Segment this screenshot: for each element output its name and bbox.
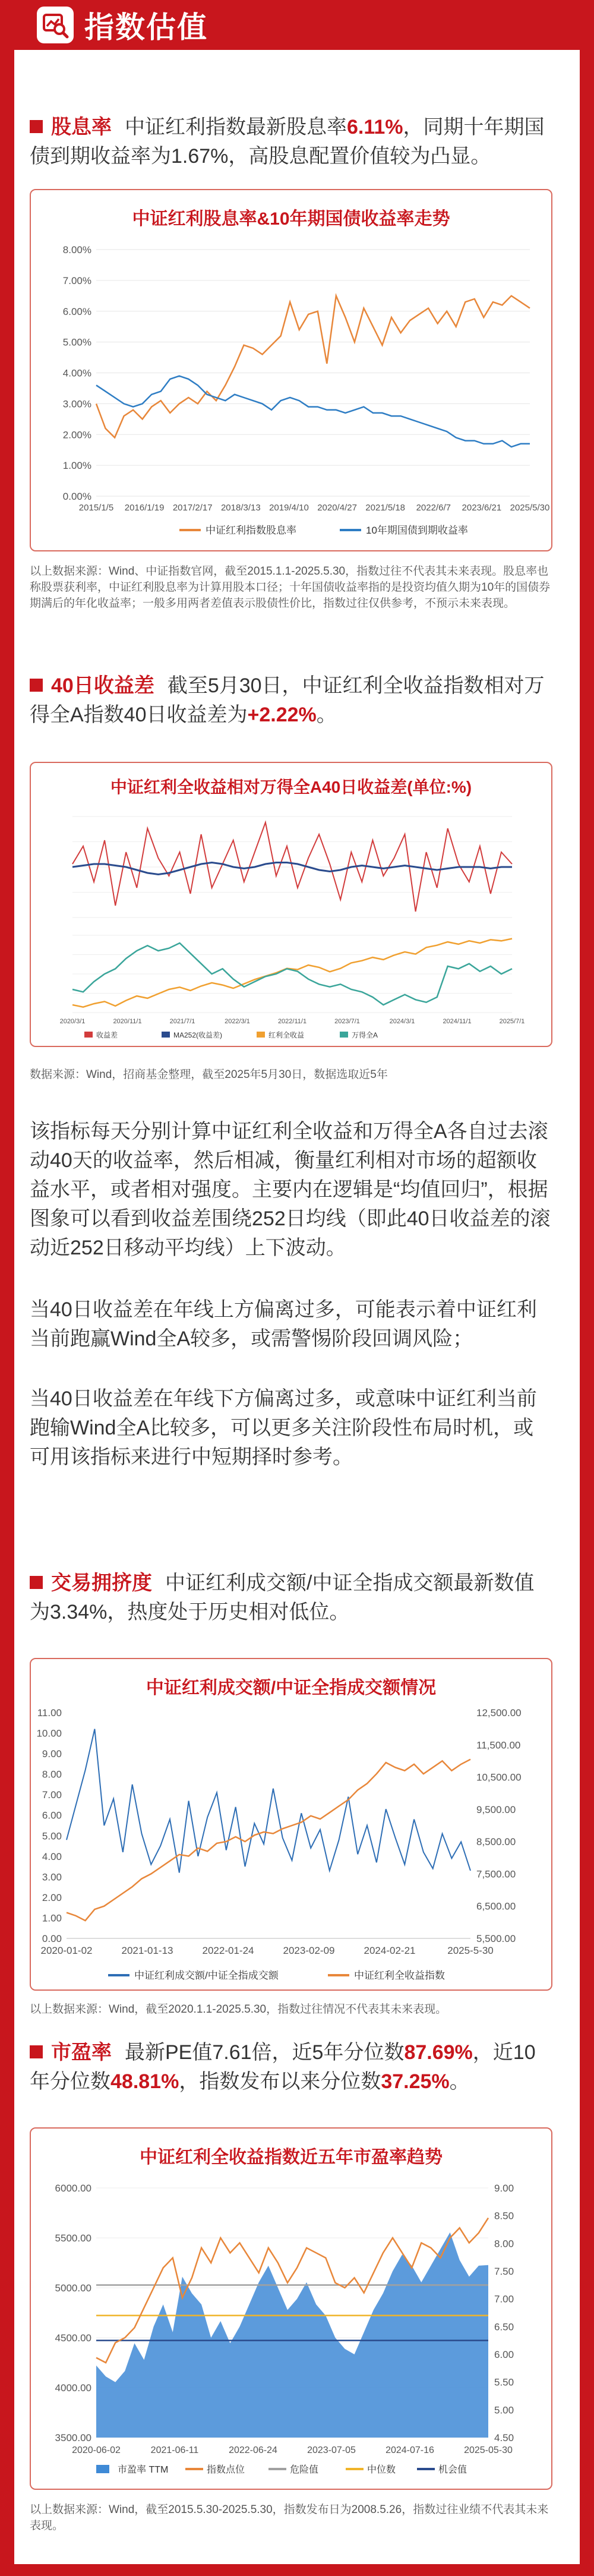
legend-swatch (340, 1032, 348, 1038)
crowding-paragraph (30, 1569, 552, 1627)
legend-label: MA252(收益差) (173, 1031, 223, 1039)
y-right-tick-label: 7,500.00 (476, 1868, 516, 1880)
x-tick-label: 2025-05-30 (464, 2445, 513, 2455)
y-right-tick-label: 10,500.00 (476, 1771, 522, 1783)
pe-highlight-all: 37.25% (381, 2070, 450, 2093)
legend-label: 市盈率 TTM (118, 2465, 169, 2475)
pe-note: 以上数据来源：Wind，截至2015.5.30-2025.5.30，指数发布日为2008.5.26，指数过往业绩不代表其未来表现。 (30, 2504, 549, 2532)
explain-p1: 该指标每天分别计算中证红利全收益和万得全A各自过去滚动40天的收益率，然后相减，衡量红利相对市场的超额收益水平，或者相对强度。主要内在逻辑是“均值回归”，根据图象可以看到收益差围绕252日均线（即此40日收益差的滚动近252日移动平均线）上下波动。 (30, 1120, 551, 1259)
y-right-tick-label: 9,500.00 (476, 1803, 516, 1815)
legend-label: 危险值 (290, 2465, 319, 2475)
dividend-note: 以上数据来源：Wind、中证指数官网，截至2015.1.1-2025.5.30，指数过往不代表其未来表现。股息率也称股票获利率，中证红利股息率为计算用股本口径；十年国债收益率指的是投资均值久期为10年的国债券期满后的年化收益率；一般多用两者差值表示股债性价比，指数过往仅供参考，不预示未来表现。 (30, 565, 551, 610)
crowding-note: 以上数据来源：Wind，截至2020.1.1-2025.5.30，指数过往情况不代表其未来表现。 (30, 2003, 447, 2016)
y-tick-label: 3.00% (62, 398, 91, 410)
chart-search-icon (37, 7, 74, 43)
y-right-tick-label: 5.50 (494, 2376, 514, 2388)
crowding-section-title: 交易拥挤度 (51, 1572, 152, 1594)
y-tick-label: 2.00% (62, 429, 91, 441)
x-tick-label: 2023-02-09 (283, 1945, 335, 1956)
y-right-tick-label: 7.00 (494, 2293, 514, 2305)
pe-highlight-5y: 87.69% (404, 2041, 473, 2064)
y-left-tick-label: 5.00 (42, 1830, 62, 1842)
x-tick-label: 2023/7/1 (334, 1018, 360, 1025)
x-tick-label: 2016/1/19 (124, 503, 165, 513)
section-bullet (30, 2045, 43, 2058)
explain-p2: 当40日收益差在年线上方偏离过多，可能表示着中证红利当前跑赢Wind全A较多，或需警惕阶段回调风险； (30, 1298, 537, 1350)
pe-text-b: ，近10年分位数 (30, 2041, 536, 2093)
y-left-tick-label: 5500.00 (55, 2233, 91, 2244)
x-tick-label: 2020-01-02 (40, 1945, 93, 1956)
x-tick-label: 2018/3/13 (220, 503, 261, 513)
pe-text-c: ，指数发布以来分位数 (179, 2070, 381, 2093)
spread-text-a: 截至5月30日，中证红利全收益指数相对万得全A指数40日收益差为 (30, 674, 545, 726)
y-right-tick-label: 6.50 (494, 2321, 514, 2333)
spread-section-title: 40日收益差 (51, 674, 154, 697)
legend-label: 中位数 (367, 2465, 396, 2475)
y-tick-label: 8.00% (62, 244, 91, 256)
x-tick-label: 2020/11/1 (113, 1018, 142, 1025)
legend-label: 红利全收益 (268, 1031, 305, 1039)
x-tick-label: 2015/1/5 (78, 503, 114, 513)
spread-highlight: +2.22% (247, 704, 317, 726)
x-tick-label: 2021-01-13 (121, 1945, 173, 1956)
x-tick-label: 2022-01-24 (202, 1945, 254, 1956)
crowding-chart (30, 1658, 552, 1991)
x-tick-label: 2019/4/10 (269, 503, 309, 513)
explain-p3: 当40日收益差在年线下方偏离过多，或意味中证红利当前跑输Wind全A比较多，可以更多关注阶段性布局时机，或可用该指标来进行中短期择时参考。 (30, 1388, 537, 1468)
legend-label: 中证红利全收益指数 (354, 1970, 445, 1981)
pe-chart (30, 2127, 552, 2490)
x-tick-label: 2021-06-11 (150, 2445, 199, 2455)
y-left-tick-label: 10.00 (36, 1727, 62, 1739)
x-tick-label: 2025-5-30 (447, 1945, 494, 1956)
chart-title: 中证红利股息率&10年期国债收益率走势 (132, 209, 450, 229)
x-tick-label: 2021/7/1 (169, 1018, 195, 1025)
section-bullet (30, 1576, 43, 1589)
x-tick-label: 2020-06-02 (72, 2445, 121, 2455)
pe-text-a: 最新PE值7.61倍，近5年分位数 (125, 2041, 405, 2064)
dividend-text-b: ，同期十年期国债到期收益率为1.67%，高股息配置价值较为凸显。 (30, 116, 545, 168)
y-tick-label: 4.00% (62, 367, 91, 379)
legend-swatch (96, 2465, 109, 2473)
x-tick-label: 2017/2/17 (172, 503, 213, 513)
x-tick-label: 2024/11/1 (443, 1018, 472, 1025)
pe-section-title: 市盈率 (51, 2041, 112, 2064)
y-right-tick-label: 9.00 (494, 2183, 514, 2194)
y-tick-label: 5.00% (62, 336, 91, 348)
series-line-turnover-ratio (67, 1729, 470, 1873)
pe-highlight-10y: 48.81% (110, 2070, 179, 2093)
y-left-tick-label: 3.00 (42, 1871, 62, 1883)
y-right-tick-label: 5.00 (494, 2404, 514, 2416)
y-left-tick-label: 6000.00 (55, 2183, 91, 2194)
section-bullet (30, 120, 43, 133)
y-left-tick-label: 4000.00 (55, 2382, 91, 2394)
spread-paragraph (30, 671, 552, 730)
series-line-0 (96, 296, 530, 438)
x-tick-label: 2025/7/1 (499, 1018, 525, 1025)
y-right-tick-label: 8.00 (494, 2238, 514, 2250)
spread-chart (30, 762, 552, 1047)
y-left-tick-label: 2.00 (42, 1891, 62, 1903)
y-right-tick-label: 8,500.00 (476, 1836, 516, 1848)
legend-label: 指数点位 (207, 2465, 245, 2475)
y-right-tick-label: 4.50 (494, 2432, 514, 2443)
y-tick-label: 7.00% (62, 275, 91, 286)
x-tick-label: 2023-07-05 (307, 2445, 356, 2455)
y-left-tick-label: 7.00 (42, 1789, 62, 1801)
y-right-tick-label: 7.50 (494, 2266, 514, 2277)
y-left-tick-label: 11.00 (37, 1707, 62, 1719)
series-line-1 (96, 376, 530, 447)
legend-swatch (84, 1032, 93, 1038)
x-tick-label: 2024-07-16 (386, 2445, 434, 2455)
pe-area (96, 2233, 488, 2438)
x-tick-label: 2024-02-21 (364, 1945, 416, 1956)
legend-label: 机会值 (438, 2465, 467, 2475)
y-right-tick-label: 12,500.00 (476, 1707, 522, 1719)
pe-text-d: 。 (449, 2070, 470, 2093)
x-tick-label: 2022/6/7 (416, 503, 451, 513)
y-left-tick-label: 9.00 (42, 1748, 62, 1760)
x-tick-label: 2022/3/1 (225, 1018, 250, 1025)
x-tick-label: 2020/3/1 (59, 1018, 86, 1025)
pe-paragraph (30, 2038, 552, 2096)
spread-note: 数据来源：Wind，招商基金整理，截至2025年5月30日，数据选取近5年 (30, 1068, 388, 1081)
y-tick-label: 6.00% (62, 305, 91, 317)
y-right-tick-label: 6,500.00 (476, 1900, 516, 1912)
x-tick-label: 2021/5/18 (365, 503, 406, 513)
page-title: 指数估值 (84, 11, 208, 44)
dividend-section-title: 股息率 (51, 116, 112, 138)
y-tick-label: 0.00% (62, 491, 91, 502)
y-left-tick-label: 5000.00 (55, 2282, 91, 2294)
y-right-tick-label: 8.50 (494, 2210, 514, 2222)
crowding-text: 中证红利成交额/中证全指成交额最新数值为3.34%，热度处于历史相对低位。 (30, 1572, 535, 1623)
spread-text-b: 。 (316, 704, 337, 726)
chart-title: 中证红利成交额/中证全指成交额情况 (146, 1678, 437, 1698)
x-tick-label: 2025/5/30 (510, 503, 550, 513)
legend-swatch (162, 1032, 170, 1038)
x-tick-label: 2020/4/27 (317, 503, 357, 513)
legend-label: 万得全A (352, 1031, 378, 1039)
y-right-tick-label: 11,500.00 (476, 1739, 521, 1751)
y-left-tick-label: 0.00 (42, 1933, 62, 1944)
y-left-tick-label: 6.00 (42, 1809, 62, 1821)
legend-swatch (257, 1032, 265, 1038)
legend-label: 10年期国债到期收益率 (366, 525, 468, 536)
legend-label: 中证红利成交额/中证全指成交额 (134, 1970, 279, 1981)
dividend-text-a: 中证红利指数最新股息率 (125, 116, 347, 138)
y-left-tick-label: 1.00 (42, 1912, 62, 1924)
y-tick-label: 1.00% (62, 460, 91, 472)
chart-title: 中证红利全收益指数近五年市盈率趋势 (140, 2148, 443, 2167)
y-left-tick-label: 4500.00 (55, 2332, 91, 2344)
x-tick-label: 2022/11/1 (277, 1018, 307, 1025)
y-left-tick-label: 3500.00 (55, 2432, 91, 2443)
dividend-chart (30, 189, 552, 551)
x-tick-label: 2022-06-24 (229, 2445, 277, 2455)
y-right-tick-label: 6.00 (494, 2349, 514, 2360)
y-left-tick-label: 8.00 (42, 1768, 62, 1780)
dividend-paragraph (30, 113, 552, 171)
section-bullet (30, 679, 43, 692)
chart-title: 中证红利全收益相对万得全A40日收益差(单位:%) (110, 778, 472, 796)
header-bar (0, 0, 594, 50)
y-left-tick-label: 4.00 (42, 1850, 62, 1862)
x-tick-label: 2024/3/1 (389, 1018, 415, 1025)
x-tick-label: 2023/6/21 (462, 503, 502, 513)
dividend-highlight: 6.11% (347, 116, 403, 138)
legend-label: 收益差 (96, 1031, 118, 1039)
y-right-tick-label: 5,500.00 (476, 1933, 516, 1944)
legend-label: 中证红利指数股息率 (206, 525, 296, 536)
